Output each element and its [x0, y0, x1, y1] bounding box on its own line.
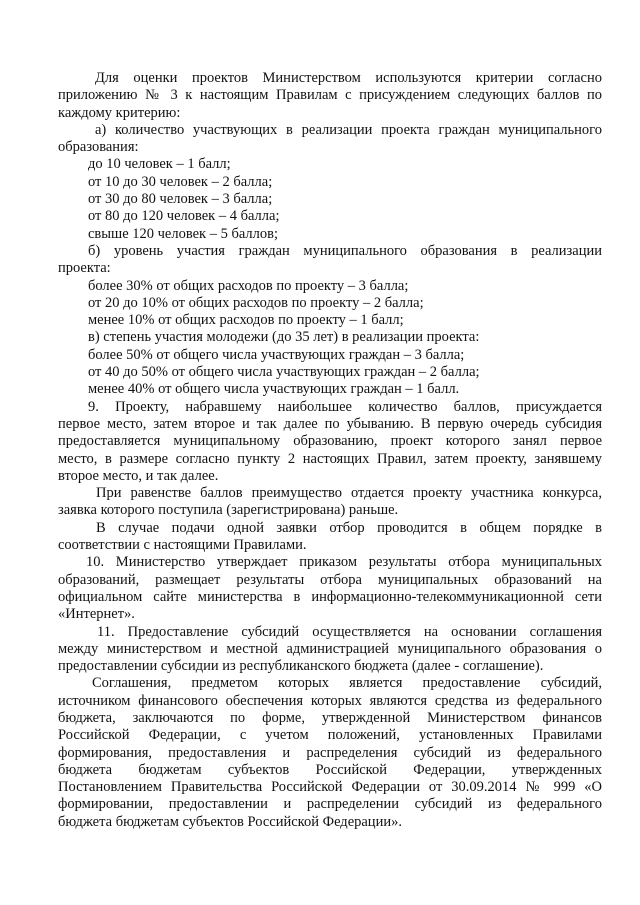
text-line: бюджета бюджетам субъектов Российской Федерации, утвержденных — [58, 761, 602, 778]
text-line: официальном сайте министерства в информационно-телекоммуникационной сети — [58, 588, 602, 605]
text-line: каждому критерию: — [58, 104, 181, 121]
text-line: бюджета, заключаются по форме, утвержденной Министерством финансов — [58, 709, 602, 726]
text-line: в) степень участия молодежи (до 35 лет) в реализации проекта: — [88, 329, 480, 346]
text-line: 9. Проекту, набравшему наибольшее количество баллов, присуждается — [88, 398, 602, 415]
text-line: между министерством и местной администрацией муниципального образования о — [58, 640, 602, 657]
text-line: заявка которого поступила (зарегистрирована) раньше. — [58, 502, 399, 519]
text-line: предоставлении субсидии из республиканского бюджета (далее - соглашение). — [58, 658, 544, 675]
text-line: от 80 до 120 человек – 4 балла; — [88, 208, 280, 225]
text-line: При равенстве баллов преимущество отдается проекту участника конкурса, — [96, 485, 602, 502]
text-line: формирования, предоставления и распределения субсидий из федерального — [58, 744, 602, 761]
text-line: Российской Федерации, с учетом положений, установленных Правилами — [58, 727, 602, 744]
text-line: более 30% от общих расходов по проекту – 3 балла; — [88, 277, 409, 294]
text-line: место, в размере согласно пункту 2 настоящих Правил, затем проекту, занявшему — [58, 450, 602, 467]
text-line: бюджета бюджетам субъектов Российской Федерации». — [58, 813, 402, 830]
text-line: первое место, затем второе и так далее по убыванию. В первую очередь субсидия — [58, 415, 602, 432]
text-line: от 20 до 10% от общих расходов по проекту – 2 балла; — [88, 294, 424, 311]
text-line: образований, размещает результаты отбора муниципальных образований на — [58, 571, 602, 588]
text-line: от 30 до 80 человек – 3 балла; — [88, 191, 273, 208]
text-line: В случае подачи одной заявки отбор проводится в общем порядке в — [96, 519, 602, 536]
text-line: менее 10% от общих расходов по проекту – 1 балл; — [88, 312, 404, 329]
text-line: приложению № 3 к настоящим Правилам с присуждением следующих баллов по — [58, 87, 602, 104]
text-line: более 50% от общего числа участвующих граждан – 3 балла; — [88, 346, 465, 363]
text-line: формировании, предоставлении и распределении субсидий из федерального — [58, 796, 602, 813]
text-line: 11. Предоставление субсидий осуществляется на основании соглашения — [97, 623, 602, 640]
text-line: б) уровень участия граждан муниципального образования в реализации — [88, 242, 602, 259]
text-line: до 10 человек – 1 балл; — [88, 156, 231, 173]
text-line: 10. Министерство утверждает приказом результаты отбора муниципальных — [86, 554, 602, 571]
text-line: менее 40% от общего числа участвующих граждан – 1 балл. — [88, 381, 460, 398]
text-line: Соглашения, предметом которых является предоставление субсидий, — [92, 675, 602, 692]
text-line: второе место, и так далее. — [58, 467, 219, 484]
text-line: источником финансового обеспечения которых являются средства из федерального — [58, 692, 602, 709]
text-line: свыше 120 человек – 5 баллов; — [88, 225, 278, 242]
text-line: проекта: — [58, 260, 111, 277]
text-line: Для оценки проектов Министерством используются критерии согласно — [95, 70, 602, 86]
text-line: образования: — [58, 139, 139, 156]
text-line: от 10 до 30 человек – 2 балла; — [88, 173, 273, 190]
text-line: а) количество участвующих в реализации проекта граждан муниципального — [95, 121, 602, 138]
text-line: от 40 до 50% от общего числа участвующих граждан – 2 балла; — [88, 364, 480, 381]
text-line: Постановлением Правительства Российской Федерации от 30.09.2014 № 999 «О — [58, 779, 602, 796]
text-line: соответствии с настоящими Правилами. — [58, 537, 307, 554]
text-line: предоставляется муниципальному образованию, проект которого занял первое — [58, 433, 602, 450]
text-line: «Интернет». — [58, 606, 135, 623]
